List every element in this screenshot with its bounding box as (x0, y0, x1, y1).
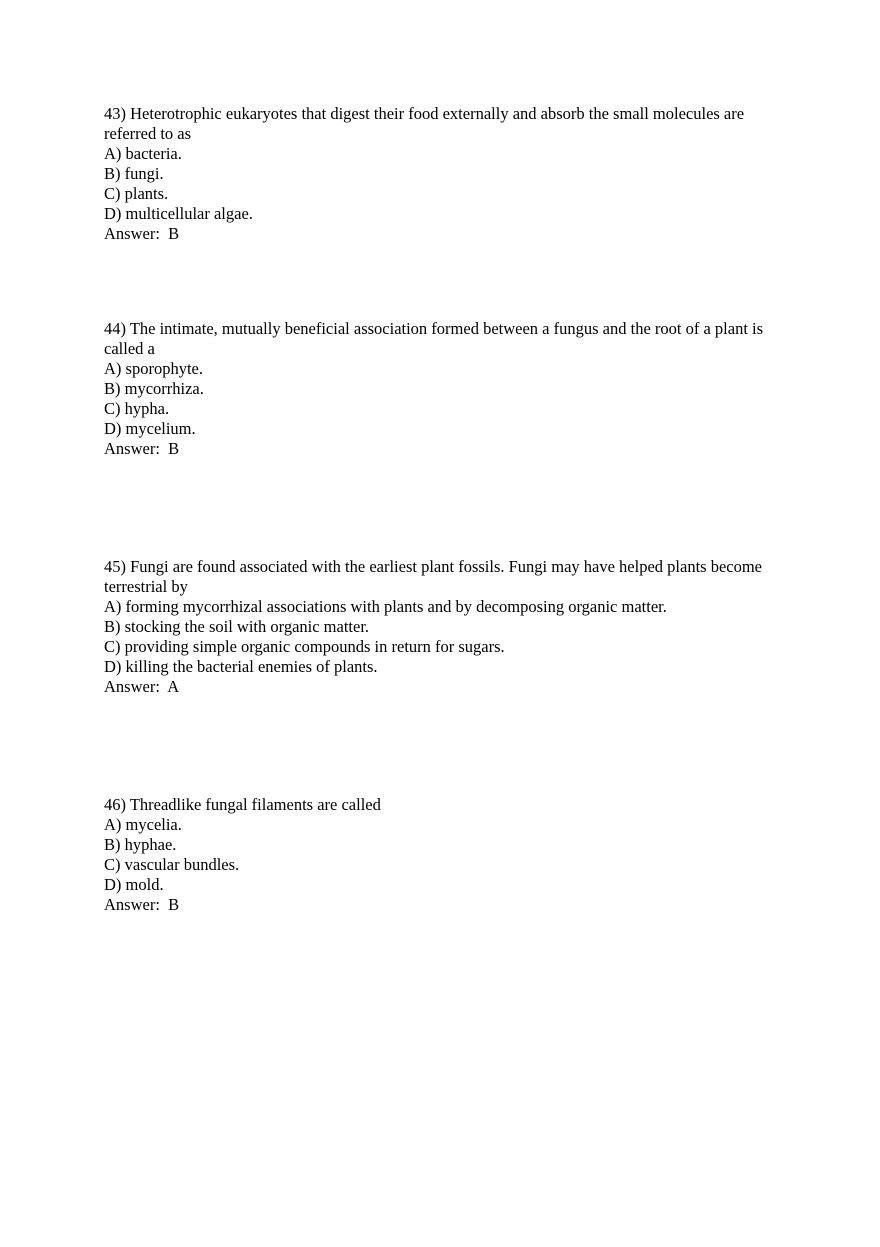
answer-line: Answer: A (104, 677, 180, 696)
option-c: C) plants. (104, 184, 169, 203)
answer-line: Answer: B (104, 439, 180, 458)
option-d: D) killing the bacterial enemies of plants. (104, 657, 378, 676)
answer-line: Answer: B (104, 895, 180, 914)
option-c: C) hypha. (104, 399, 170, 418)
question-stem: 46) Threadlike fungal filaments are called (104, 795, 381, 814)
option-b: B) fungi. (104, 164, 164, 183)
question-43 (104, 104, 794, 244)
option-a: A) sporophyte. (104, 359, 203, 378)
option-a: A) mycelia. (104, 815, 182, 834)
option-d: D) multicellular algae. (104, 204, 253, 223)
option-d: D) mycelium. (104, 419, 196, 438)
question-44 (104, 319, 794, 459)
question-45 (104, 557, 794, 697)
option-c: C) vascular bundles. (104, 855, 240, 874)
question-stem: 44) The intimate, mutually beneficial association formed between a fungus and the root of a plant is called a (104, 319, 764, 358)
question-46 (104, 795, 794, 915)
option-a: A) bacteria. (104, 144, 182, 163)
option-b: B) hyphae. (104, 835, 177, 854)
question-stem: 45) Fungi are found associated with the earliest plant fossils. Fungi may have helped plants become terrestrial by (104, 557, 763, 596)
option-d: D) mold. (104, 875, 164, 894)
option-b: B) stocking the soil with organic matter. (104, 617, 370, 636)
option-a: A) forming mycorrhizal associations with plants and by decomposing organic matter. (104, 597, 667, 616)
option-b: B) mycorrhiza. (104, 379, 204, 398)
option-c: C) providing simple organic compounds in return for sugars. (104, 637, 505, 656)
question-stem: 43) Heterotrophic eukaryotes that digest their food externally and absorb the small molecules are referred to as (104, 104, 745, 143)
answer-line: Answer: B (104, 224, 180, 243)
